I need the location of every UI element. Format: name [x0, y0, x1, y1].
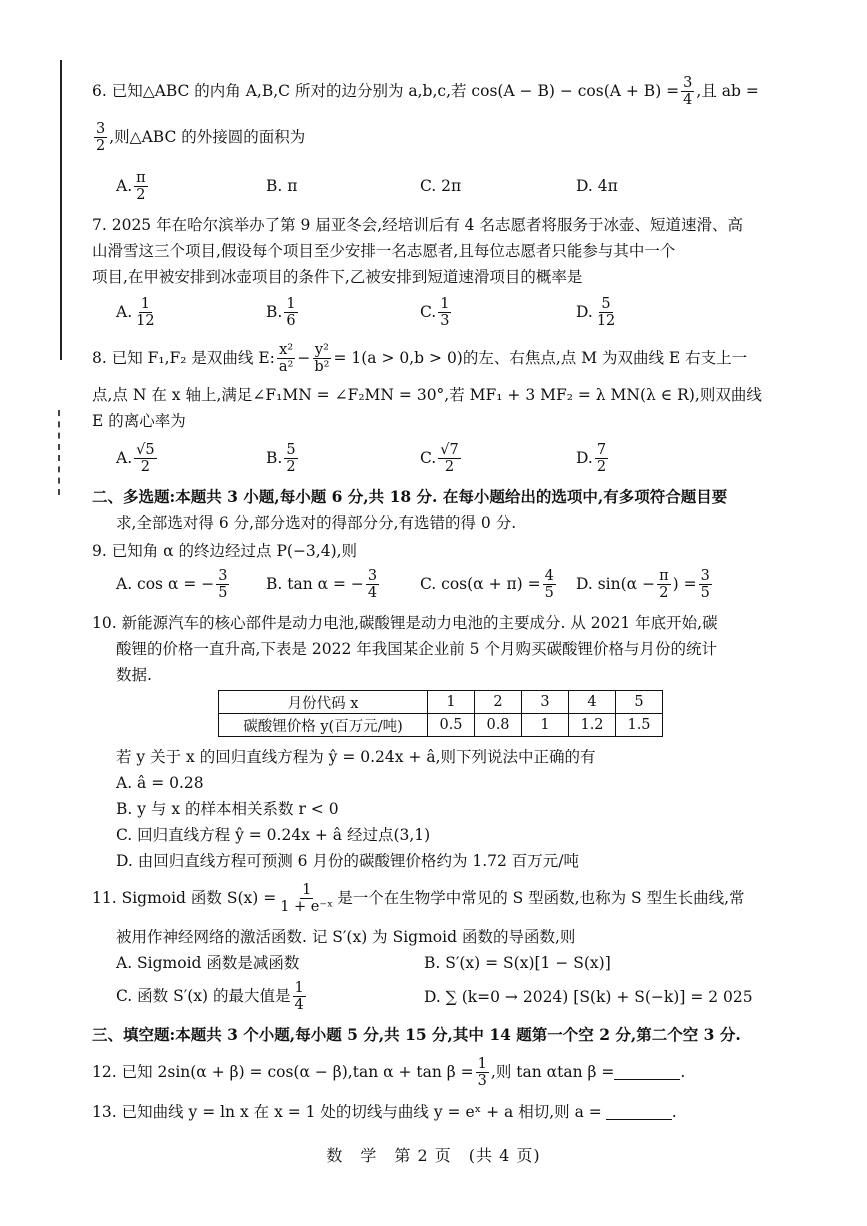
q8-option-d: D. $\frac{7}{2}$	[576, 441, 607, 475]
q11-stem-line1	[92, 878, 745, 918]
q11-option-b: B. S′(x) = S(x)[1 − S(x)]	[424, 954, 611, 972]
q9-option-a: A. cos α = − $\frac{3}{5}$	[116, 567, 228, 601]
q8-frac-x2-a2: $\frac{\text{x²}}{\text{a²}}$	[278, 341, 294, 375]
q7-option-c: C. $\frac{1}{3}$	[420, 295, 450, 329]
section2-heading-line1: 二、多选题:本题共 3 小题,每小题 6 分,共 18 分. 在每小题给出的选项中,有多项符合题目要	[92, 487, 728, 506]
q8-text-b: = 1(a > 0,b > 0)的左、右焦点,点 M 为双曲线 E 右支上一	[333, 349, 748, 367]
q8-minus: −	[297, 349, 311, 367]
q6-option-b: B. π	[266, 177, 298, 195]
table-cell: 0.8	[475, 714, 522, 737]
q11-stem-line2: 被用作神经网络的激活函数. 记 S′(x) 为 Sigmoid 函数的导函数,则	[116, 928, 576, 946]
q6-frac-3-4: $\frac{3}{4}$	[683, 74, 693, 108]
q8-stem-line2: 点,点 N 在 x 轴上,满足∠F₁MN = ∠F₂MN = 30°,若 MF₁ + 3 MF₂ = λ MN(λ ∈ R),则双曲线	[92, 386, 762, 404]
q10-stem-line2: 酸锂的价格一直升高,下表是 2022 年我国某企业前 5 个月购买碳酸锂价格与月份的统计	[116, 640, 717, 658]
q12-text-post: ,则 tan αtan β =	[490, 1063, 615, 1081]
table-cell: 5	[616, 691, 663, 714]
q10-option-d: D. 由回归直线方程可预测 6 月份的碳酸锂价格约为 1.72 百万元/吨	[116, 852, 580, 870]
q12-stem	[92, 1052, 685, 1092]
q7-options	[116, 292, 816, 332]
table-cell: 1	[428, 691, 475, 714]
q8-option-c: C. $\frac{√7}{2}$	[420, 441, 459, 475]
q6-option-c: C. 2π	[420, 177, 462, 195]
section2-heading-line2: 求,全部选对得 6 分,部分选对的得部分分,有选错的得 0 分.	[116, 514, 517, 532]
q6-stem-line1	[92, 76, 759, 106]
table-row	[219, 714, 663, 737]
binding-margin-line	[60, 60, 62, 360]
q8-frac-y2-b2: $\frac{\text{y²}}{\text{b²}}$	[314, 341, 330, 375]
q13-text: 13. 已知曲线 y = ln x 在 x = 1 处的切线与曲线 y = eˣ + a 相切,则 a =	[92, 1103, 602, 1121]
q8-options	[116, 438, 816, 478]
q9-option-d: D. sin(α − $\frac{\pi}{2}$ ) = $\frac{3}{5}$	[576, 567, 710, 601]
q10-option-a: A. â = 0.28	[116, 774, 204, 792]
q11-text-post: 是一个在生物学中常见的 S 型函数,也称为 S 型生长曲线,常	[337, 889, 745, 907]
q7-option-d: D. $\frac{5}{12}$	[576, 295, 616, 329]
q11-option-c-text: C. 函数 S′(x) 的最大值是	[116, 987, 291, 1005]
table-row	[219, 691, 663, 714]
q6-option-d: D. 4π	[576, 177, 618, 195]
q7-stem-line3: 项目,在甲被安排到冰壶项目的条件下,乙被安排到短道速滑项目的概率是	[92, 268, 583, 286]
q12-period: .	[680, 1063, 686, 1081]
q12-frac: $\frac{1}{3}$	[477, 1055, 487, 1089]
q7-option-a: A. $\frac{1}{12}$	[116, 295, 155, 329]
q11-option-a: A. Sigmoid 函数是减函数	[116, 954, 300, 972]
q7-stem-line2: 山滑雪这三个项目,假设每个项目至少安排一名志愿者,且每位志愿者只能参与其中一个	[92, 242, 676, 260]
q11-option-c-frac: $\frac{1}{4}$	[294, 979, 304, 1013]
q6-frac-3-2: $\frac{3}{2}$	[96, 120, 106, 154]
table-cell: 0.5	[428, 714, 475, 737]
table-cell: 1.5	[616, 714, 663, 737]
q6-text: 6. 已知△ABC 的内角 A,B,C 所对的边分别为 a,b,c,若 cos(A − B) − cos(A + B) =	[92, 82, 680, 100]
q13-period: .	[671, 1103, 677, 1121]
binding-margin-dash	[58, 455, 62, 495]
q6-option-a: A. $\frac{\pi}{2}$	[116, 169, 146, 203]
q10-stem-line3: 数据.	[116, 666, 152, 684]
q8-option-b: B. $\frac{5}{2}$	[266, 441, 296, 475]
table-cell: 2	[475, 691, 522, 714]
section3-heading: 三、填空题:本题共 3 个小题,每小题 5 分,共 15 分,其中 14 题第一个空 2 分,第二个空 3 分.	[92, 1025, 741, 1044]
table-cell: 3	[522, 691, 569, 714]
q11-option-c	[116, 976, 308, 1016]
q10-after-table: 若 y 关于 x 的回归直线方程为 ŷ = 0.24x + â,则下列说法中正确的有	[116, 748, 596, 766]
q6-stem-line2	[92, 120, 305, 154]
q9-option-c: C. cos(α + π) = $\frac{4}{5}$	[420, 567, 554, 601]
q13-answer-blank	[606, 1105, 672, 1120]
table-row-label: 碳酸锂价格 y(百万元/吨)	[219, 714, 428, 737]
table-cell: 1.2	[569, 714, 616, 737]
q8-stem-line3: E 的离心率为	[92, 412, 186, 430]
q11-sigmoid-frac: $\frac{1}{\text{1 + e⁻ˣ}}$	[280, 881, 334, 915]
q10-data-table	[218, 690, 663, 737]
q11-text-pre: 11. Sigmoid 函数 S(x) =	[92, 889, 277, 907]
table-cell: 1	[522, 714, 569, 737]
q6-options	[116, 166, 816, 206]
q8-text-a: 8. 已知 F₁,F₂ 是双曲线 E:	[92, 349, 275, 367]
q9-options	[116, 564, 816, 604]
q8-stem-line1	[92, 338, 747, 378]
q6-question: ,则△ABC 的外接圆的面积为	[109, 128, 306, 146]
table-header-label: 月份代码 x	[219, 691, 428, 714]
page-footer: 数 学 第 2 页 (共 4 页)	[326, 1146, 541, 1165]
q10-option-c: C. 回归直线方程 ŷ = 0.24x + â 经过点(3,1)	[116, 826, 431, 844]
table-cell: 4	[569, 691, 616, 714]
binding-margin-dash	[58, 410, 62, 450]
q7-option-b: B. $\frac{1}{6}$	[266, 295, 296, 329]
q6-text-tail: ,且 ab =	[696, 82, 759, 100]
q10-stem-line1: 10. 新能源汽车的核心部件是动力电池,碳酸锂是动力电池的主要成分. 从 2021 年底开始,碳	[92, 614, 718, 632]
q11-option-d: D. ∑ (k=0 → 2024) [S(k) + S(−k)] = 2 025	[424, 988, 753, 1006]
q10-option-b: B. y 与 x 的样本相关系数 r < 0	[116, 800, 339, 818]
q7-stem-line1: 7. 2025 年在哈尔滨举办了第 9 届亚冬会,经培训后有 4 名志愿者将服务于冰壶、短道速滑、高	[92, 216, 743, 234]
q9-stem: 9. 已知角 α 的终边经过点 P(−3,4),则	[92, 542, 358, 560]
q12-answer-blank	[614, 1065, 680, 1080]
q9-option-b: B. tan α = − $\frac{3}{4}$	[266, 567, 378, 601]
q13-stem	[92, 1100, 677, 1124]
q8-option-a: A. $\frac{√5}{2}$	[116, 441, 155, 475]
q12-text-pre: 12. 已知 2sin(α + β) = cos(α − β),tan α + tan β =	[92, 1063, 474, 1081]
